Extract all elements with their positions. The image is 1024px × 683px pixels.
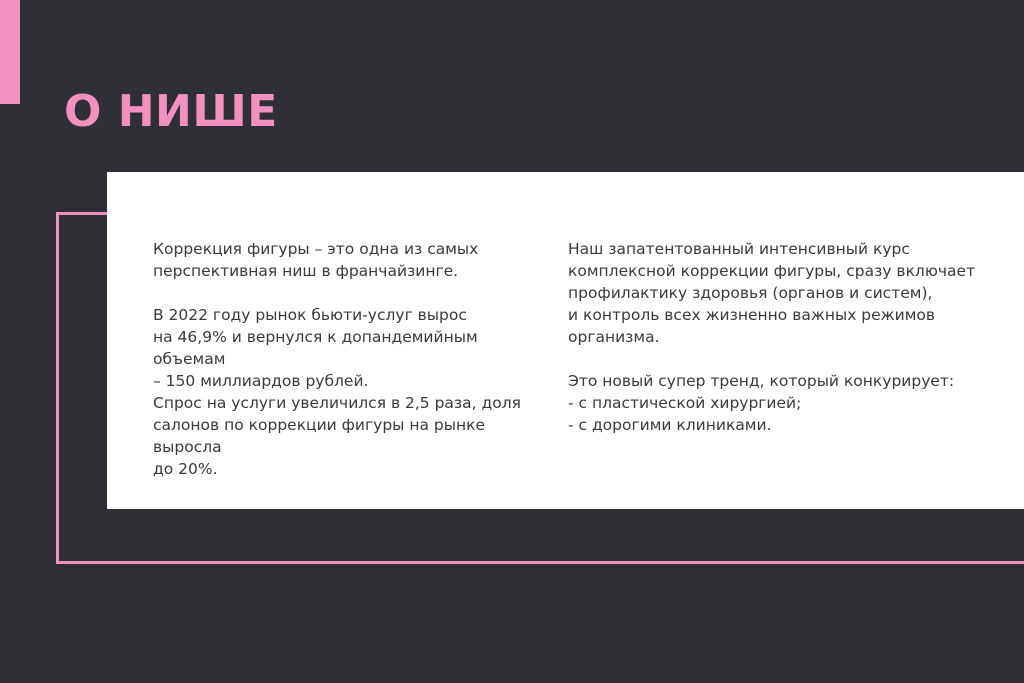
content-card <box>107 172 1024 509</box>
slide-title: О НИШЕ <box>64 86 278 137</box>
left-column <box>153 238 553 480</box>
right-column <box>568 238 978 436</box>
left-paragraph-market: В 2022 году рынок бьюти-услуг вырос на 46,9% и вернулся к допандемийным объемам – 150 миллиардов рублей. Спрос на услуги увеличился в 2,5 раза, доля салонов по коррекции фигуры на рынке выросла до 20%. <box>153 306 521 478</box>
right-paragraph-trend: Это новый супер тренд, который конкурирует: - с пластической хирургией; - с дорогими клиниками. <box>568 372 955 434</box>
accent-bar <box>0 0 20 104</box>
right-paragraph-course: Наш запатентованный интенсивный курс комплексной коррекции фигуры, сразу включает профилактику здоровья (органов и систем), и контроль всех жизненно важных режимов организма. <box>568 240 976 346</box>
left-paragraph-niche: Коррекция фигуры – это одна из самых перспективная ниш в франчайзинге. <box>153 240 479 280</box>
